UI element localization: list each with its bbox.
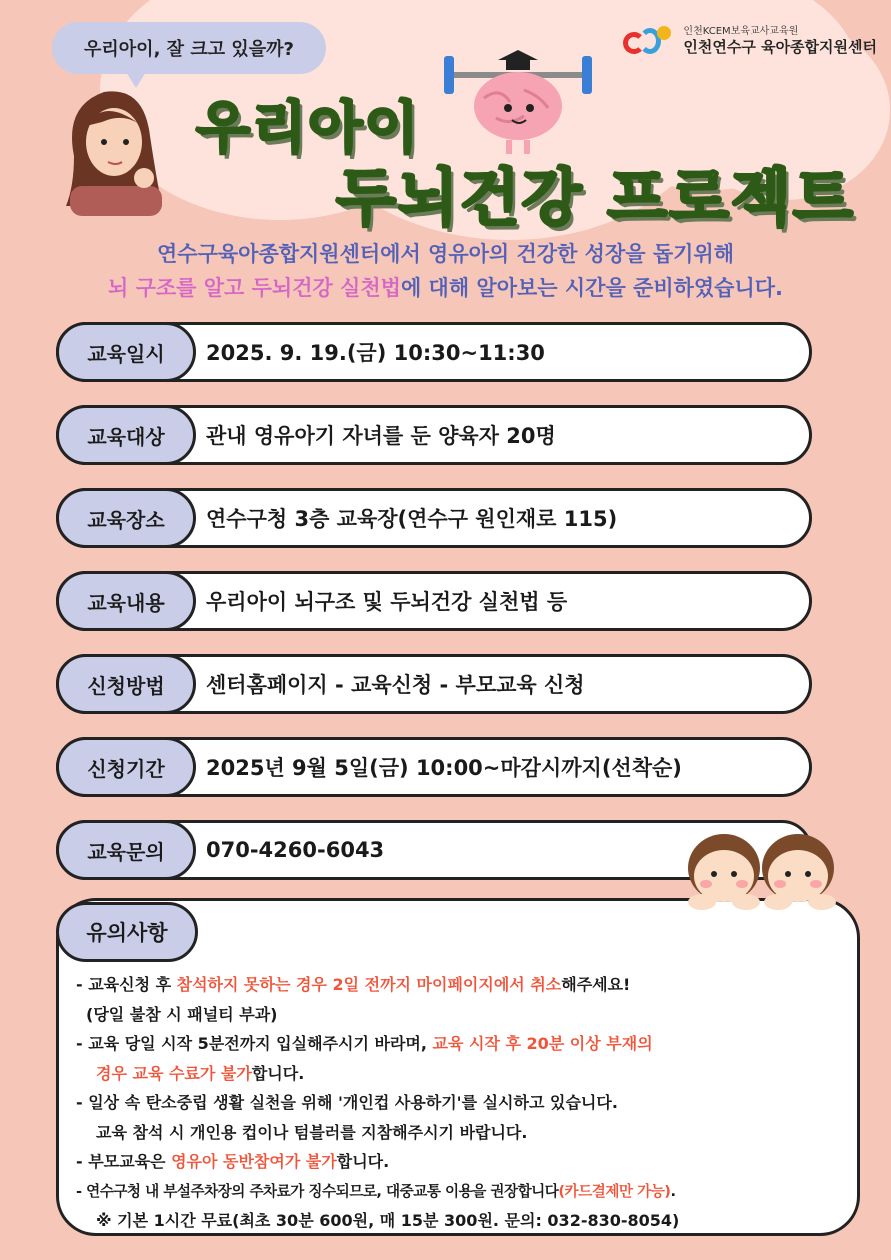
notice-text: 합니다. (336, 1152, 390, 1171)
notice-item (76, 1147, 856, 1177)
info-row-location (56, 488, 812, 548)
row-label: 신청방법 (56, 654, 196, 714)
row-value: 센터홈페이지 - 교육신청 - 부모교육 신청 (206, 673, 585, 697)
speech-bubble (52, 22, 326, 74)
row-value: 2025. 9. 19.(금) 10:30~11:30 (206, 341, 545, 365)
row-value: 관내 영유아기 자녀를 둔 양육자 20명 (206, 424, 556, 448)
intro-line-1: 연수구육아종합지원센터에서 영유아의 건강한 성장을 돕기위해 (157, 242, 734, 266)
brain-mascot-illustration (440, 46, 596, 156)
notice-text: - 교육 당일 시작 5분전까지 입실해주시기 바라며, (76, 1034, 433, 1053)
notice-item-sub: ※ 기본 1시간 무료(최초 30분 600원, 매 15분 300원. 문의: 032-830-8054) (96, 1211, 680, 1230)
row-value: 2025년 9월 5일(금) 10:00~마감시까지(선착순) (206, 756, 682, 780)
notice-item (76, 1029, 856, 1059)
notice-item-sub: (당일 불참 시 패널티 부과) (86, 1004, 278, 1024)
info-row-content (56, 571, 812, 631)
intro-rest: 에 대해 알아보는 시간을 준비하였습니다. (400, 276, 784, 300)
title-line-1: 우리아이 (196, 96, 421, 161)
notice-item: - 일상 속 탄소중립 생활 실천을 위해 '개인컵 사용하기'를 실시하고 있습니다. (76, 1093, 618, 1112)
notice-text: - 교육신청 후 (76, 975, 177, 994)
notice-text: - 부모교육은 (76, 1152, 172, 1171)
row-label: 교육일시 (56, 322, 196, 382)
woman-illustration (44, 86, 194, 216)
notice-label: 유의사항 (56, 902, 198, 962)
info-row-period (56, 737, 812, 797)
row-label: 신청기간 (56, 737, 196, 797)
notice-item (76, 1177, 856, 1207)
logo-subtitle: 인천KCEM보육교사교육원 (683, 26, 799, 37)
logo-title: 인천연수구 육아종합지원센터 (683, 38, 877, 56)
info-row-date (56, 322, 812, 382)
notice-text: 합니다. (251, 1063, 305, 1083)
notice-highlight: 경우 교육 수료가 불가 (96, 1063, 252, 1083)
row-label: 교육문의 (56, 820, 196, 880)
kids-illustration (682, 818, 842, 910)
notice-highlight: 참석하지 못하는 경우 2일 전까지 마이페이지에서 취소 (176, 975, 562, 994)
info-row-method (56, 654, 812, 714)
notice-item (76, 970, 856, 1000)
notice-highlight: (카드결제만 가능) (558, 1182, 671, 1200)
title-line-2: 두뇌건강 프로젝트 (336, 161, 855, 234)
notice-text: - 연수구청 내 부설주차장의 주차료가 징수되므로, 대중교통 이용을 권장합니다 (76, 1182, 559, 1200)
speech-bubble-text: 우리아이, 잘 크고 있을까? (84, 39, 294, 60)
row-label: 교육장소 (56, 488, 196, 548)
intro-highlight: 뇌 구조를 알고 두뇌건강 실천법 (107, 276, 401, 300)
intro-line-2 (0, 272, 891, 302)
notice-text: 해주세요! (561, 975, 631, 994)
notice-text: . (670, 1182, 676, 1200)
notice-list (76, 970, 856, 1236)
notice-highlight: 교육 시작 후 20분 이상 부재의 (432, 1034, 653, 1053)
notice-highlight: 영유아 동반참여가 불가 (171, 1152, 337, 1171)
center-logo (623, 24, 877, 58)
row-label: 교육대상 (56, 405, 196, 465)
row-value: 우리아이 뇌구조 및 두뇌건강 실천법 등 (206, 590, 568, 614)
row-label: 교육내용 (56, 571, 196, 631)
logo-icon (623, 24, 675, 58)
row-value: 070-4260-6043 (206, 838, 385, 862)
notice-item-sub: 교육 참석 시 개인용 컵이나 텀블러를 지참해주시기 바랍니다. (96, 1122, 528, 1142)
notice-item-sub (76, 1059, 856, 1089)
row-value: 연수구청 3층 교육장(연수구 원인재로 115) (206, 507, 618, 531)
info-row-target (56, 405, 812, 465)
